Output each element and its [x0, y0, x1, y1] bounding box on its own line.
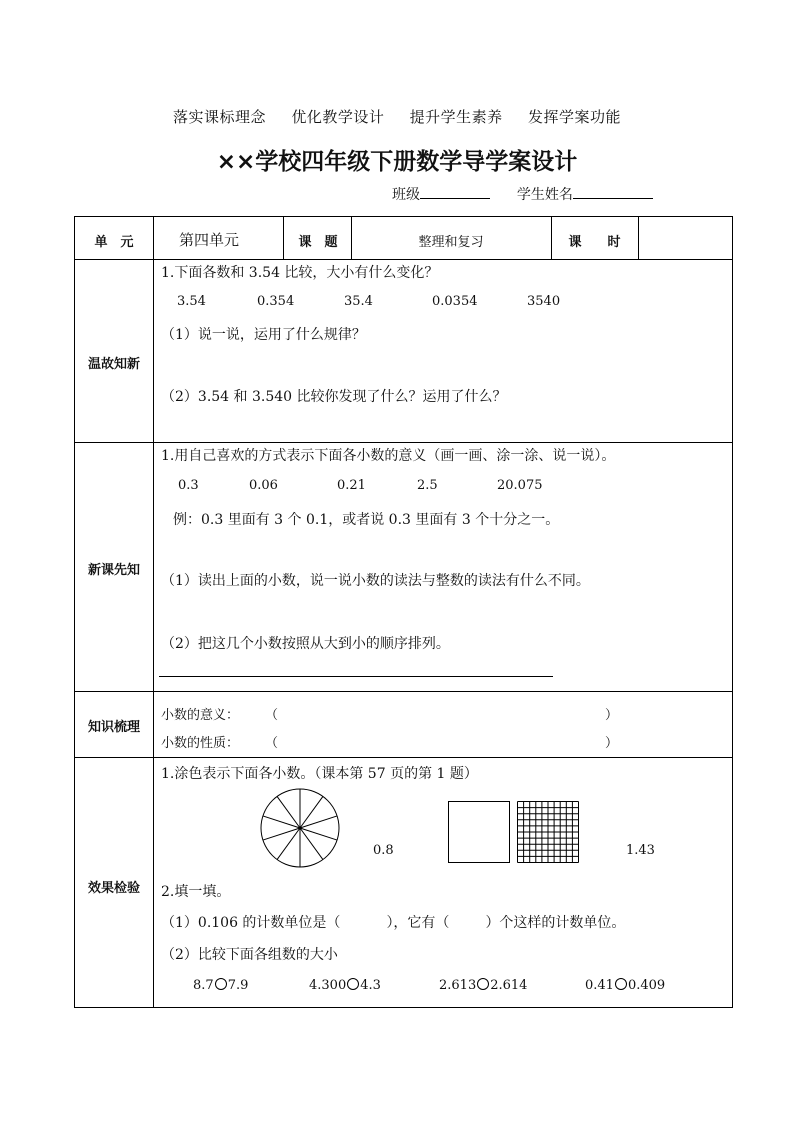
compare-pair-2	[309, 978, 381, 993]
class-label: 班级	[392, 187, 420, 203]
preview-number: 2.5	[417, 478, 438, 493]
empty-square[interactable]	[448, 801, 510, 863]
review-number: 3.54	[177, 294, 206, 309]
period-label: 课 时	[568, 235, 621, 250]
pie-spoke	[277, 796, 300, 828]
compare-left: 0.41	[585, 978, 614, 993]
review-sub-2: （2）3.54 和 3.540 比较你发现了什么？运用了什么？	[161, 389, 507, 405]
check-label: 效果检验	[87, 881, 140, 896]
pie-spoke	[300, 816, 337, 828]
preview-label: 新课先知	[87, 563, 140, 578]
pie-spoke	[277, 828, 300, 860]
pie-spoke	[300, 796, 323, 828]
pie-spoke	[263, 816, 300, 828]
fill-in-statement	[161, 912, 625, 932]
column-divider	[153, 217, 154, 1007]
compare-circle[interactable]	[215, 978, 227, 990]
slogan-1: 落实课标理念	[173, 108, 267, 126]
fill-text-b: ），它有（	[386, 915, 450, 931]
grid-lines	[518, 802, 579, 863]
row-divider	[75, 442, 732, 443]
compare-right: 0.409	[627, 978, 666, 993]
answer-line[interactable]	[159, 676, 553, 677]
pie-spoke	[300, 828, 337, 840]
compare-left: 2.613	[439, 978, 477, 993]
header-slogans	[0, 106, 794, 127]
review-label: 温故知新	[87, 357, 140, 372]
fill-text-c: ）个这样的计数单位。	[485, 915, 626, 931]
property-open-paren[interactable]: （	[265, 736, 279, 751]
property-label: 小数的性质：	[161, 736, 240, 751]
slogan-2: 优化教学设计	[291, 108, 385, 126]
meaning-close-paren: ）	[605, 708, 619, 723]
compare-right: 2.614	[490, 978, 528, 993]
compare-left: 8.7	[193, 978, 214, 993]
slogan-3: 提升学生素养	[409, 108, 503, 126]
compare-right: 7.9	[227, 978, 249, 993]
page-title: ××学校四年级下册数学导学案设计	[216, 149, 578, 175]
compare-circle[interactable]	[615, 978, 627, 990]
review-number: 0.354	[257, 294, 295, 309]
compare-pair-1	[193, 978, 248, 993]
preview-sub-1: （1）读出上面的小数，说一说小数的读法与整数的读法有什么不同。	[161, 573, 590, 589]
review-number: 35.4	[344, 294, 373, 309]
review-question-1: 1.下面各数和 3.54 比较，大小有什么变化？	[161, 265, 439, 281]
compare-title: （2）比较下面各组数的大小	[161, 947, 338, 963]
student-name-label: 学生姓名	[516, 187, 573, 203]
slogan-4: 发挥学案功能	[527, 108, 621, 126]
preview-number: 0.06	[249, 478, 278, 493]
compare-pair-3	[439, 978, 527, 993]
check-question-1: 1.涂色表示下面各小数。（课本第 57 页的第 1 题）	[161, 766, 478, 782]
unit-label: 单 元	[94, 235, 134, 250]
row-divider	[75, 259, 732, 260]
pie-spoke	[263, 828, 300, 840]
compare-right: 4.3	[360, 978, 381, 993]
compare-pair-4	[585, 978, 665, 993]
pie-spokes	[263, 789, 337, 867]
worksheet-table	[74, 216, 733, 1008]
preview-number: 0.21	[337, 478, 366, 493]
row-divider	[75, 691, 732, 692]
row-divider	[75, 757, 732, 758]
property-close-paren: ）	[605, 736, 619, 751]
pie-circle-tenths[interactable]	[259, 787, 341, 869]
compare-circle[interactable]	[347, 978, 359, 990]
class-blank[interactable]	[420, 184, 490, 199]
column-divider	[638, 217, 639, 259]
topic-label: 课 题	[298, 235, 338, 250]
meaning-label: 小数的意义：	[161, 708, 240, 723]
knowledge-label: 知识梳理	[87, 720, 140, 735]
preview-number: 0.3	[178, 478, 199, 493]
value-1-43: 1.43	[626, 843, 655, 858]
hundred-grid[interactable]	[517, 801, 579, 863]
review-sub-1: （1）说一说，运用了什么规律？	[161, 327, 366, 343]
value-0-8: 0.8	[373, 843, 394, 858]
topic-value: 整理和复习	[418, 235, 484, 250]
review-number: 3540	[527, 294, 561, 309]
review-number: 0.0354	[432, 294, 478, 309]
preview-sub-2: （2）把这几个小数按照从大到小的顺序排列。	[161, 636, 450, 652]
pie-spoke	[300, 828, 323, 860]
meaning-open-paren[interactable]: （	[265, 708, 279, 723]
unit-value: 第四单元	[179, 231, 240, 249]
fill-text-a: （1）0.106 的计数单位是（	[161, 915, 341, 931]
class-name-line	[392, 184, 653, 204]
preview-number: 20.075	[497, 478, 543, 493]
column-divider	[283, 217, 284, 259]
student-name-blank[interactable]	[573, 184, 653, 199]
check-question-2: 2.填一填。	[161, 884, 231, 900]
preview-question-1: 1.用自己喜欢的方式表示下面各小数的意义（画一画、涂一涂、说一说）。	[161, 448, 616, 464]
compare-left: 4.300	[309, 978, 347, 993]
compare-circle[interactable]	[477, 978, 489, 990]
preview-example: 例：0.3 里面有 3 个 0.1，或者说 0.3 里面有 3 个十分之一。	[173, 512, 560, 528]
